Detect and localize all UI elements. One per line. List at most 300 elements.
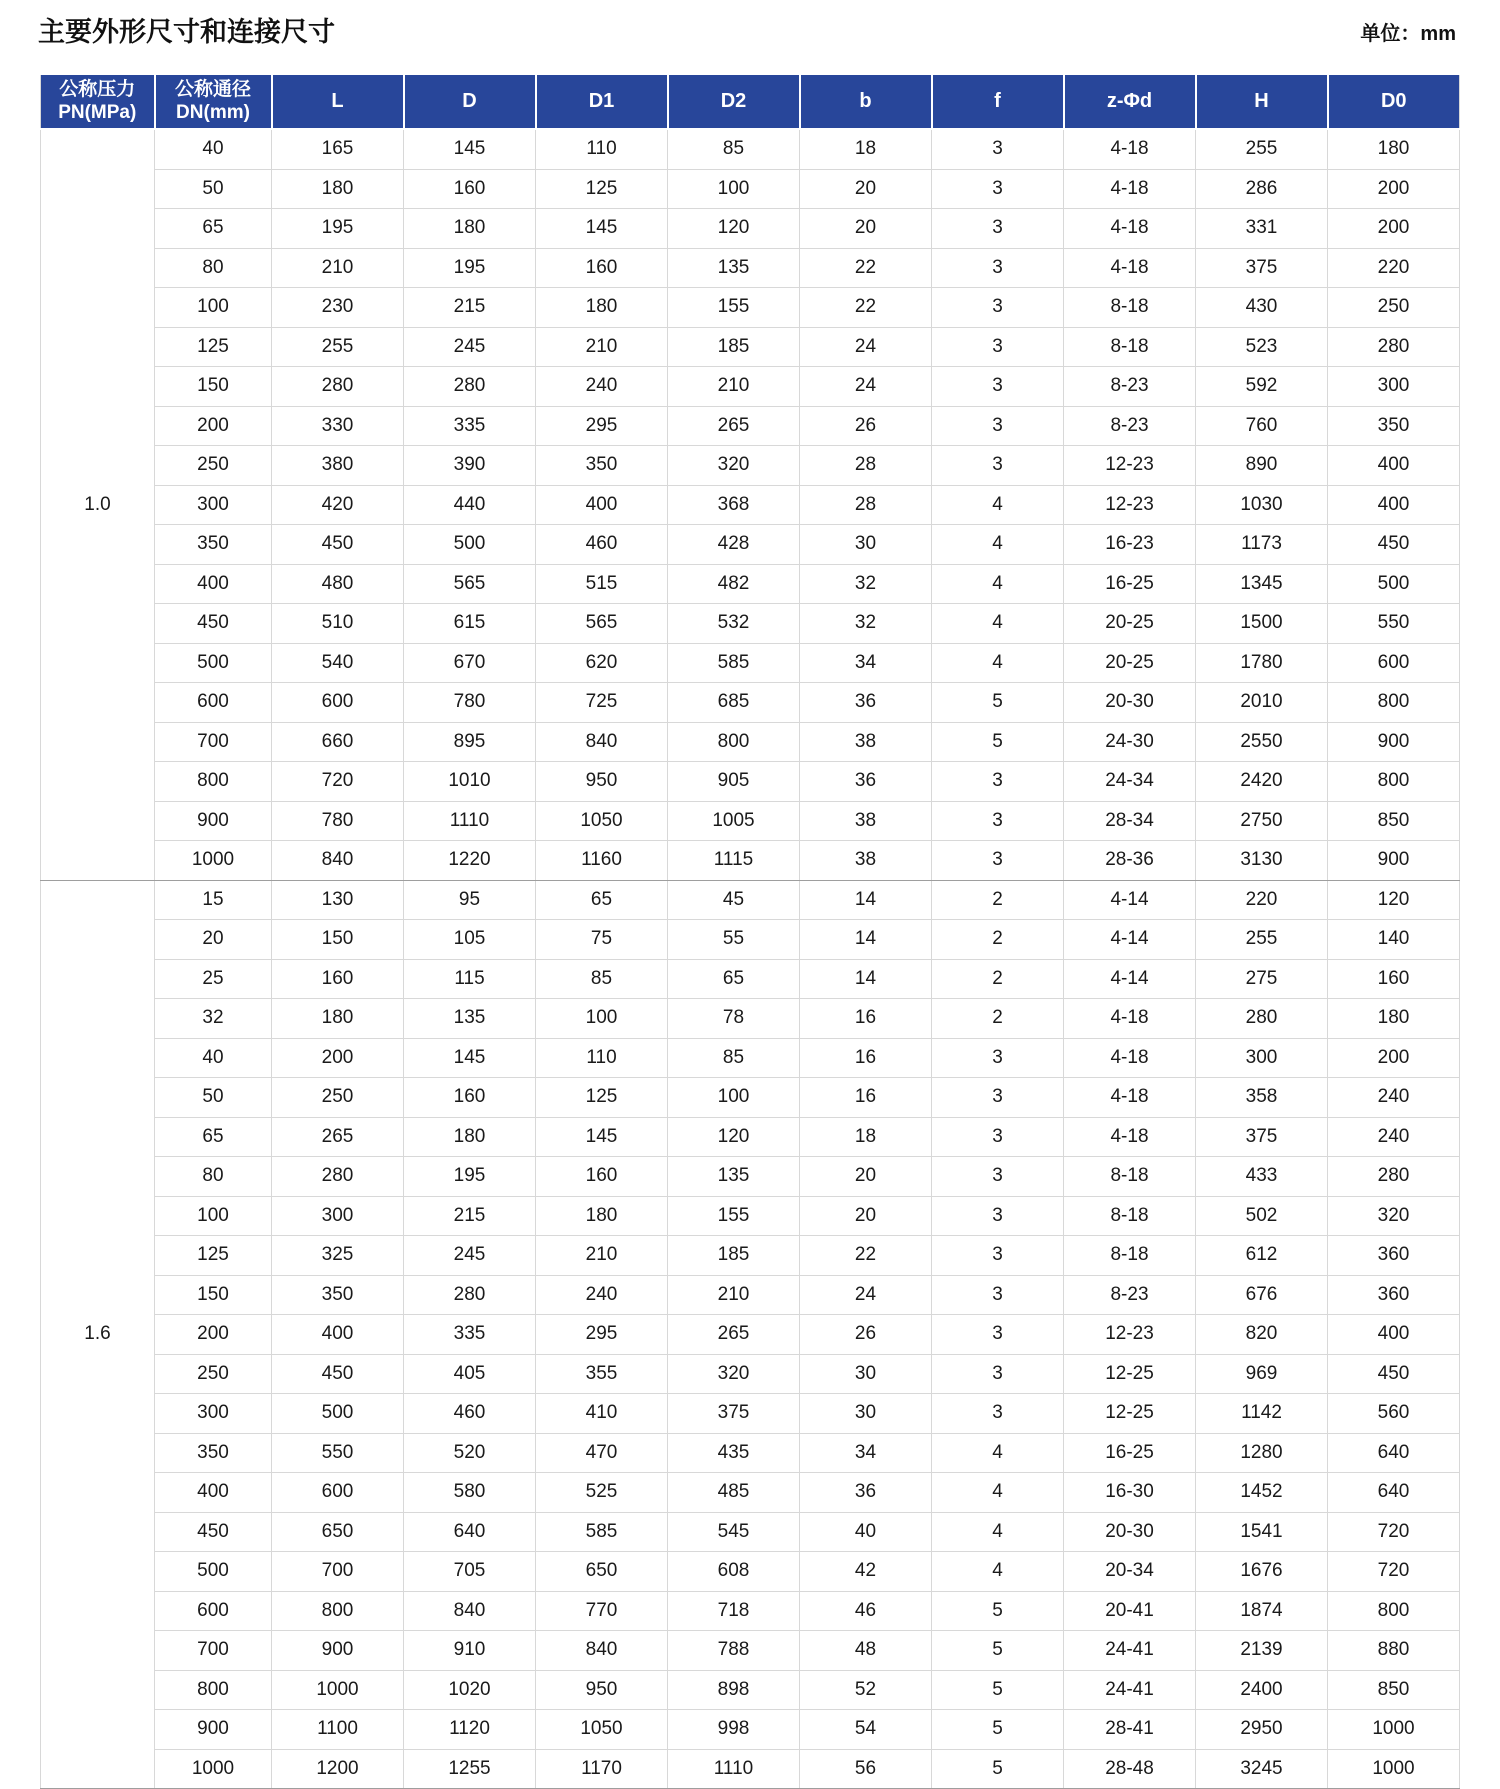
table-row bbox=[41, 1196, 1460, 1236]
table-cell: 2750 bbox=[1196, 801, 1328, 841]
table-cell: 565 bbox=[404, 564, 536, 604]
table-cell: 820 bbox=[1196, 1315, 1328, 1355]
table-cell: 14 bbox=[800, 959, 932, 999]
table-cell: 65 bbox=[155, 1117, 272, 1157]
table-cell: 245 bbox=[404, 1236, 536, 1276]
table-cell: 523 bbox=[1196, 327, 1328, 367]
table-cell: 3 bbox=[932, 209, 1064, 249]
table-cell: 4 bbox=[932, 525, 1064, 565]
table-cell: 1676 bbox=[1196, 1552, 1328, 1592]
table-cell: 16-30 bbox=[1064, 1473, 1196, 1513]
table-cell: 2550 bbox=[1196, 722, 1328, 762]
table-cell: 910 bbox=[404, 1631, 536, 1671]
table-cell: 140 bbox=[1328, 920, 1460, 960]
table-cell: 400 bbox=[1328, 1315, 1460, 1355]
table-cell: 400 bbox=[155, 1473, 272, 1513]
table-cell: 700 bbox=[272, 1552, 404, 1592]
table-cell: 880 bbox=[1328, 1631, 1460, 1671]
table-row bbox=[41, 1552, 1460, 1592]
table-cell: 700 bbox=[155, 1631, 272, 1671]
table-cell: 125 bbox=[536, 169, 668, 209]
table-cell: 800 bbox=[155, 1670, 272, 1710]
table-cell: 28-36 bbox=[1064, 841, 1196, 881]
table-cell: 22 bbox=[800, 1236, 932, 1276]
table-cell: 215 bbox=[404, 288, 536, 328]
table-cell: 580 bbox=[404, 1473, 536, 1513]
table-cell: 1110 bbox=[668, 1749, 800, 1789]
table-cell: 890 bbox=[1196, 446, 1328, 486]
table-cell: 280 bbox=[1196, 999, 1328, 1039]
table-cell: 28-41 bbox=[1064, 1710, 1196, 1750]
table-cell: 8-18 bbox=[1064, 288, 1196, 328]
table-row bbox=[41, 1354, 1460, 1394]
table-cell: 100 bbox=[155, 1196, 272, 1236]
table-cell: 220 bbox=[1328, 248, 1460, 288]
table-cell: 65 bbox=[155, 209, 272, 249]
table-cell: 350 bbox=[536, 446, 668, 486]
table-cell: 400 bbox=[155, 564, 272, 604]
table-row bbox=[41, 288, 1460, 328]
table-cell: 42 bbox=[800, 1552, 932, 1592]
table-cell: 3130 bbox=[1196, 841, 1328, 881]
table-cell: 8-18 bbox=[1064, 1196, 1196, 1236]
table-cell: 3 bbox=[932, 1038, 1064, 1078]
table-cell: 24 bbox=[800, 367, 932, 407]
table-cell: 600 bbox=[1328, 643, 1460, 683]
table-cell: 155 bbox=[668, 1196, 800, 1236]
table-row bbox=[41, 129, 1460, 169]
table-cell: 4-18 bbox=[1064, 209, 1196, 249]
table-cell: 125 bbox=[536, 1078, 668, 1118]
table-cell: 1200 bbox=[272, 1749, 404, 1789]
table-cell: 185 bbox=[668, 327, 800, 367]
table-cell: 1541 bbox=[1196, 1512, 1328, 1552]
table-cell: 4-18 bbox=[1064, 169, 1196, 209]
table-row bbox=[41, 1078, 1460, 1118]
table-cell: 135 bbox=[668, 248, 800, 288]
table-cell: 433 bbox=[1196, 1157, 1328, 1197]
table-cell: 65 bbox=[536, 880, 668, 920]
column-header: D2 bbox=[668, 75, 800, 129]
table-cell: 608 bbox=[668, 1552, 800, 1592]
table-row bbox=[41, 1512, 1460, 1552]
column-header: D0 bbox=[1328, 75, 1460, 129]
page-header bbox=[38, 16, 1456, 48]
table-row bbox=[41, 1275, 1460, 1315]
table-cell: 640 bbox=[404, 1512, 536, 1552]
table-cell: 180 bbox=[272, 169, 404, 209]
table-cell: 255 bbox=[272, 327, 404, 367]
table-cell: 20 bbox=[800, 209, 932, 249]
table-cell: 5 bbox=[932, 1749, 1064, 1789]
table-cell: 430 bbox=[1196, 288, 1328, 328]
table-cell: 3 bbox=[932, 1157, 1064, 1197]
table-row bbox=[41, 169, 1460, 209]
table-cell: 20-34 bbox=[1064, 1552, 1196, 1592]
table-cell: 705 bbox=[404, 1552, 536, 1592]
table-cell: 2 bbox=[932, 959, 1064, 999]
table-cell: 4 bbox=[932, 1433, 1064, 1473]
table-cell: 8-18 bbox=[1064, 1236, 1196, 1276]
table-cell: 360 bbox=[1328, 1275, 1460, 1315]
table-row bbox=[41, 564, 1460, 604]
table-cell: 840 bbox=[404, 1591, 536, 1631]
table-cell: 2950 bbox=[1196, 1710, 1328, 1750]
table-cell: 85 bbox=[536, 959, 668, 999]
table-cell: 200 bbox=[1328, 209, 1460, 249]
table-cell: 8-18 bbox=[1064, 1157, 1196, 1197]
table-cell: 718 bbox=[668, 1591, 800, 1631]
table-cell: 250 bbox=[155, 446, 272, 486]
table-cell: 240 bbox=[536, 1275, 668, 1315]
table-cell: 210 bbox=[536, 1236, 668, 1276]
table-cell: 45 bbox=[668, 880, 800, 920]
table-cell: 230 bbox=[272, 288, 404, 328]
table-cell: 1452 bbox=[1196, 1473, 1328, 1513]
table-cell: 4-18 bbox=[1064, 1117, 1196, 1157]
table-cell: 335 bbox=[404, 406, 536, 446]
table-cell: 150 bbox=[155, 1275, 272, 1315]
table-cell: 720 bbox=[1328, 1512, 1460, 1552]
table-cell: 295 bbox=[536, 406, 668, 446]
table-cell: 4 bbox=[932, 1512, 1064, 1552]
table-cell: 482 bbox=[668, 564, 800, 604]
table-cell: 1010 bbox=[404, 762, 536, 802]
table-cell: 12-23 bbox=[1064, 446, 1196, 486]
table-row bbox=[41, 1433, 1460, 1473]
table-cell: 5 bbox=[932, 1631, 1064, 1671]
table-cell: 55 bbox=[668, 920, 800, 960]
table-row bbox=[41, 1315, 1460, 1355]
table-cell: 30 bbox=[800, 1394, 932, 1434]
table-header bbox=[41, 75, 1460, 129]
table-cell: 3 bbox=[932, 1196, 1064, 1236]
table-cell: 620 bbox=[536, 643, 668, 683]
table-cell: 3 bbox=[932, 248, 1064, 288]
table-cell: 500 bbox=[272, 1394, 404, 1434]
table-cell: 4-18 bbox=[1064, 999, 1196, 1039]
table-cell: 210 bbox=[668, 367, 800, 407]
table-cell: 25 bbox=[155, 959, 272, 999]
table-cell: 3 bbox=[932, 1078, 1064, 1118]
table-cell: 1005 bbox=[668, 801, 800, 841]
table-cell: 428 bbox=[668, 525, 800, 565]
table-cell: 85 bbox=[668, 1038, 800, 1078]
table-cell: 20-25 bbox=[1064, 643, 1196, 683]
table-cell: 115 bbox=[404, 959, 536, 999]
table-cell: 1050 bbox=[536, 1710, 668, 1750]
table-cell: 320 bbox=[668, 1354, 800, 1394]
table-cell: 1500 bbox=[1196, 604, 1328, 644]
table-cell: 265 bbox=[668, 406, 800, 446]
table-cell: 16 bbox=[800, 999, 932, 1039]
table-cell: 4 bbox=[932, 485, 1064, 525]
table-cell: 450 bbox=[1328, 525, 1460, 565]
table-cell: 502 bbox=[1196, 1196, 1328, 1236]
table-cell: 4-18 bbox=[1064, 248, 1196, 288]
column-header: L bbox=[272, 75, 404, 129]
table-cell: 12-23 bbox=[1064, 485, 1196, 525]
table-cell: 300 bbox=[1196, 1038, 1328, 1078]
table-cell: 200 bbox=[155, 406, 272, 446]
table-cell: 240 bbox=[536, 367, 668, 407]
table-cell: 160 bbox=[404, 169, 536, 209]
table-cell: 355 bbox=[536, 1354, 668, 1394]
table-cell: 1160 bbox=[536, 841, 668, 881]
table-cell: 780 bbox=[272, 801, 404, 841]
table-cell: 998 bbox=[668, 1710, 800, 1750]
table-cell: 24-34 bbox=[1064, 762, 1196, 802]
table-cell: 1110 bbox=[404, 801, 536, 841]
table-cell: 800 bbox=[1328, 762, 1460, 802]
table-cell: 8-23 bbox=[1064, 1275, 1196, 1315]
table-cell: 450 bbox=[1328, 1354, 1460, 1394]
table-row bbox=[41, 485, 1460, 525]
table-cell: 195 bbox=[272, 209, 404, 249]
table-cell: 210 bbox=[272, 248, 404, 288]
table-cell: 600 bbox=[272, 1473, 404, 1513]
table-cell: 160 bbox=[1328, 959, 1460, 999]
table-cell: 375 bbox=[668, 1394, 800, 1434]
table-cell: 125 bbox=[155, 327, 272, 367]
table-row bbox=[41, 841, 1460, 881]
table-cell: 4 bbox=[932, 1552, 1064, 1592]
table-cell: 8-23 bbox=[1064, 406, 1196, 446]
table-row bbox=[41, 327, 1460, 367]
table-cell: 350 bbox=[1328, 406, 1460, 446]
table-cell: 650 bbox=[536, 1552, 668, 1592]
table-cell: 4-18 bbox=[1064, 1038, 1196, 1078]
table-cell: 1170 bbox=[536, 1749, 668, 1789]
table-body bbox=[41, 129, 1460, 1789]
table-cell: 900 bbox=[1328, 841, 1460, 881]
table-cell: 5 bbox=[932, 683, 1064, 723]
table-cell: 1255 bbox=[404, 1749, 536, 1789]
dimensions-table bbox=[40, 75, 1460, 1789]
table-cell: 32 bbox=[155, 999, 272, 1039]
table-cell: 3 bbox=[932, 446, 1064, 486]
table-cell: 165 bbox=[272, 129, 404, 169]
table-cell: 390 bbox=[404, 446, 536, 486]
table-cell: 350 bbox=[272, 1275, 404, 1315]
table-cell: 3 bbox=[932, 762, 1064, 802]
table-cell: 280 bbox=[272, 1157, 404, 1197]
table-cell: 375 bbox=[1196, 248, 1328, 288]
table-cell: 200 bbox=[272, 1038, 404, 1078]
table-cell: 150 bbox=[155, 367, 272, 407]
table-cell: 720 bbox=[272, 762, 404, 802]
table-cell: 720 bbox=[1328, 1552, 1460, 1592]
table-cell: 250 bbox=[272, 1078, 404, 1118]
table-cell: 150 bbox=[272, 920, 404, 960]
table-cell: 485 bbox=[668, 1473, 800, 1513]
table-cell: 4-18 bbox=[1064, 1078, 1196, 1118]
table-row bbox=[41, 1117, 1460, 1157]
table-cell: 650 bbox=[272, 1512, 404, 1552]
table-row bbox=[41, 1631, 1460, 1671]
table-cell: 540 bbox=[272, 643, 404, 683]
table-cell: 840 bbox=[536, 1631, 668, 1671]
table-cell: 368 bbox=[668, 485, 800, 525]
table-cell: 450 bbox=[155, 1512, 272, 1552]
table-cell: 5 bbox=[932, 722, 1064, 762]
table-cell: 12-25 bbox=[1064, 1354, 1196, 1394]
table-cell: 20 bbox=[800, 1196, 932, 1236]
column-header: D1 bbox=[536, 75, 668, 129]
table-cell: 685 bbox=[668, 683, 800, 723]
table-cell: 30 bbox=[800, 525, 932, 565]
table-cell: 950 bbox=[536, 1670, 668, 1710]
table-cell: 5 bbox=[932, 1710, 1064, 1750]
table-cell: 80 bbox=[155, 1157, 272, 1197]
column-header: z-Φd bbox=[1064, 75, 1196, 129]
table-cell: 331 bbox=[1196, 209, 1328, 249]
table-cell: 100 bbox=[536, 999, 668, 1039]
table-cell: 100 bbox=[668, 1078, 800, 1118]
table-cell: 20-41 bbox=[1064, 1591, 1196, 1631]
table-row bbox=[41, 722, 1460, 762]
table-cell: 16 bbox=[800, 1078, 932, 1118]
table-cell: 900 bbox=[155, 1710, 272, 1750]
table-row bbox=[41, 367, 1460, 407]
table-cell: 78 bbox=[668, 999, 800, 1039]
table-row bbox=[41, 880, 1460, 920]
table-cell: 585 bbox=[668, 643, 800, 683]
table-row bbox=[41, 920, 1460, 960]
table-cell: 300 bbox=[1328, 367, 1460, 407]
table-cell: 850 bbox=[1328, 1670, 1460, 1710]
table-cell: 50 bbox=[155, 1078, 272, 1118]
table-cell: 435 bbox=[668, 1433, 800, 1473]
table-cell: 1030 bbox=[1196, 485, 1328, 525]
table-cell: 300 bbox=[155, 1394, 272, 1434]
table-cell: 1020 bbox=[404, 1670, 536, 1710]
table-cell: 788 bbox=[668, 1631, 800, 1671]
table-cell: 3 bbox=[932, 129, 1064, 169]
table-cell: 3 bbox=[932, 367, 1064, 407]
table-cell: 52 bbox=[800, 1670, 932, 1710]
table-cell: 255 bbox=[1196, 129, 1328, 169]
table-cell: 2 bbox=[932, 880, 1064, 920]
table-cell: 12-25 bbox=[1064, 1394, 1196, 1434]
table-cell: 40 bbox=[155, 129, 272, 169]
table-cell: 350 bbox=[155, 1433, 272, 1473]
table-cell: 240 bbox=[1328, 1117, 1460, 1157]
table-cell: 3 bbox=[932, 841, 1064, 881]
table-cell: 180 bbox=[1328, 129, 1460, 169]
table-cell: 36 bbox=[800, 1473, 932, 1513]
table-cell: 612 bbox=[1196, 1236, 1328, 1276]
table-cell: 28-34 bbox=[1064, 801, 1196, 841]
table-cell: 24 bbox=[800, 1275, 932, 1315]
table-cell: 75 bbox=[536, 920, 668, 960]
table-row bbox=[41, 1749, 1460, 1789]
table-cell: 460 bbox=[536, 525, 668, 565]
table-cell: 4 bbox=[932, 643, 1064, 683]
table-cell: 4 bbox=[932, 604, 1064, 644]
table-cell: 65 bbox=[668, 959, 800, 999]
table-row bbox=[41, 406, 1460, 446]
table-cell: 54 bbox=[800, 1710, 932, 1750]
table-cell: 26 bbox=[800, 406, 932, 446]
table-cell: 36 bbox=[800, 762, 932, 802]
table-cell: 2 bbox=[932, 999, 1064, 1039]
table-cell: 500 bbox=[155, 1552, 272, 1592]
table-cell: 520 bbox=[404, 1433, 536, 1473]
table-cell: 420 bbox=[272, 485, 404, 525]
table-cell: 80 bbox=[155, 248, 272, 288]
table-cell: 28-48 bbox=[1064, 1749, 1196, 1789]
table-cell: 20-30 bbox=[1064, 1512, 1196, 1552]
table-cell: 22 bbox=[800, 248, 932, 288]
table-cell: 275 bbox=[1196, 959, 1328, 999]
table-cell: 135 bbox=[404, 999, 536, 1039]
table-cell: 145 bbox=[404, 1038, 536, 1078]
table-row bbox=[41, 1236, 1460, 1276]
table-cell: 160 bbox=[536, 248, 668, 288]
table-cell: 450 bbox=[272, 525, 404, 565]
table-cell: 255 bbox=[1196, 920, 1328, 960]
table-cell: 32 bbox=[800, 604, 932, 644]
table-cell: 46 bbox=[800, 1591, 932, 1631]
table-cell: 210 bbox=[536, 327, 668, 367]
column-header: 公称通径 DN(mm) bbox=[155, 75, 272, 129]
table-cell: 265 bbox=[668, 1315, 800, 1355]
table-cell: 3245 bbox=[1196, 1749, 1328, 1789]
table-row bbox=[41, 643, 1460, 683]
table-cell: 16 bbox=[800, 1038, 932, 1078]
table-cell: 300 bbox=[272, 1196, 404, 1236]
table-cell: 545 bbox=[668, 1512, 800, 1552]
table-cell: 200 bbox=[155, 1315, 272, 1355]
column-header: D bbox=[404, 75, 536, 129]
table-cell: 2400 bbox=[1196, 1670, 1328, 1710]
table-row bbox=[41, 1157, 1460, 1197]
table-cell: 200 bbox=[1328, 1038, 1460, 1078]
table-cell: 26 bbox=[800, 1315, 932, 1355]
table-cell: 325 bbox=[272, 1236, 404, 1276]
table-cell: 400 bbox=[1328, 446, 1460, 486]
table-cell: 770 bbox=[536, 1591, 668, 1631]
table-cell: 135 bbox=[668, 1157, 800, 1197]
table-cell: 220 bbox=[1196, 880, 1328, 920]
table-cell: 800 bbox=[1328, 683, 1460, 723]
table-cell: 500 bbox=[155, 643, 272, 683]
table-cell: 28 bbox=[800, 485, 932, 525]
table-cell: 110 bbox=[536, 1038, 668, 1078]
table-cell: 660 bbox=[272, 722, 404, 762]
table-row bbox=[41, 1473, 1460, 1513]
table-cell: 1120 bbox=[404, 1710, 536, 1750]
table-cell: 410 bbox=[536, 1394, 668, 1434]
table-cell: 1173 bbox=[1196, 525, 1328, 565]
table-cell: 676 bbox=[1196, 1275, 1328, 1315]
table-cell: 950 bbox=[536, 762, 668, 802]
table-cell: 460 bbox=[404, 1394, 536, 1434]
table-cell: 180 bbox=[1328, 999, 1460, 1039]
table-cell: 3 bbox=[932, 1117, 1064, 1157]
table-cell: 905 bbox=[668, 762, 800, 802]
table-row bbox=[41, 762, 1460, 802]
table-cell: 145 bbox=[536, 1117, 668, 1157]
table-cell: 24-41 bbox=[1064, 1631, 1196, 1671]
table-cell: 8-23 bbox=[1064, 367, 1196, 407]
table-cell: 335 bbox=[404, 1315, 536, 1355]
table-cell: 20-25 bbox=[1064, 604, 1196, 644]
table-cell: 1345 bbox=[1196, 564, 1328, 604]
table-cell: 48 bbox=[800, 1631, 932, 1671]
table-cell: 280 bbox=[1328, 1157, 1460, 1197]
